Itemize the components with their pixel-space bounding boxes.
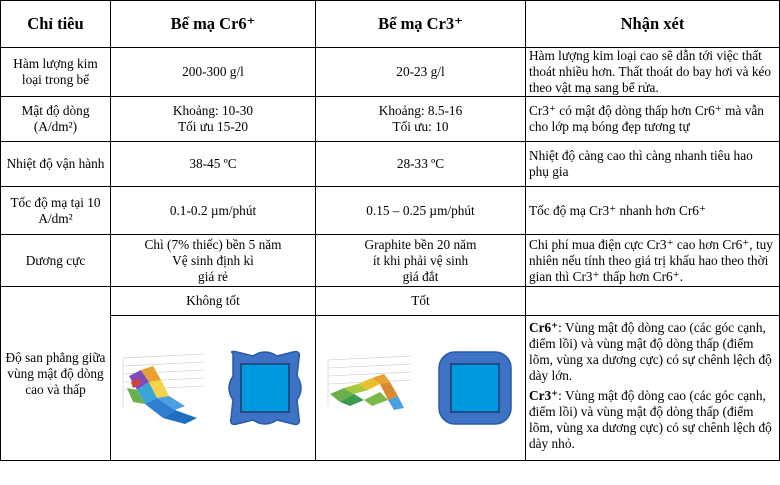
cr6-optimal: Tối ưu 15-20: [178, 119, 248, 134]
row-cr3: 20-23 g/l: [316, 48, 526, 97]
remark-cr3-label: Cr3⁺: [529, 388, 559, 403]
row-criteria: Nhiệt độ vận hành: [1, 142, 111, 187]
remark-cr3-text: : Vùng mật độ dòng cao (các góc cạnh, điểm lồi) và vùng mật độ dòng thấp (điểm lõm, vùng xa dương cực) có sự chênh lệch độ dày nhỏ.: [529, 388, 772, 451]
table-row: [1, 287, 780, 316]
cr6-anode-life: Chì (7% thiếc) bền 5 năm: [144, 236, 282, 252]
cr3-anode-price: giá đắt: [402, 268, 439, 284]
remark-cr6-text: : Vùng mật độ dòng cao (các góc cạnh, điểm lồi) và vùng mật độ dòng thấp (điểm lõm, vùng xa dương cực) có sự chênh lệch độ dày lớn.: [529, 320, 772, 383]
cr3-range: Khoảng: 8.5-16: [378, 103, 463, 118]
table-row: [1, 97, 780, 142]
remark-cr6: [529, 320, 776, 384]
table-row: [1, 235, 780, 287]
cr6-square-part: [223, 346, 307, 430]
row-criteria: Hàm lượng kim loại trong bể: [1, 48, 111, 97]
row-remarks: Hàm lượng kim loại cao sẽ dẫn tới việc thất thoát nhiều hơn. Thất thoát do bay hơi và kéo theo vật mạ sang bể rửa.: [526, 48, 780, 97]
row-remarks: Cr3⁺ có mật độ dòng thấp hơn Cr6⁺ mà vẫn cho lớp mạ bóng đẹp tương tự: [526, 97, 780, 142]
row-cr6: [111, 97, 316, 142]
cr6-anode-cleaning: Vệ sinh định kì: [172, 252, 254, 268]
row-cr3: 0.15 – 0.25 µm/phút: [316, 187, 526, 235]
cr3-anode-life: Graphite bền 20 năm: [364, 236, 477, 252]
cr6-images: [111, 316, 316, 461]
row-criteria: Mật độ dòng (A/dm²): [1, 97, 111, 142]
header-cr3: Bể mạ Cr3⁺: [316, 1, 526, 48]
cr3-images: [316, 316, 526, 461]
row-cr6: 0.1-0.2 µm/phút: [111, 187, 316, 235]
row-remarks: [526, 316, 780, 461]
row-criteria: Dương cực: [1, 235, 111, 287]
cr3-anode-cleaning: ít khi phải vệ sinh: [372, 252, 469, 268]
row-criteria: Tốc độ mạ tại 10 A/dm²: [1, 187, 111, 235]
row-cr6: 38-45 ºC: [111, 142, 316, 187]
header-row: [1, 1, 780, 48]
cr3-surface-plot: [324, 348, 416, 428]
remark-cr3: [529, 388, 776, 452]
table-row: [1, 142, 780, 187]
remark-cr6-label: Cr6⁺: [529, 320, 559, 335]
row-cr6: [111, 235, 316, 287]
cr6-range: Khoảng: 10-30: [172, 103, 254, 118]
row-cr3: Tốt: [316, 287, 526, 316]
cr6-anode-price: giá rẻ: [198, 268, 228, 284]
row-criteria: Độ san phẳng giữa vùng mật độ dòng cao và thấp: [1, 287, 111, 461]
table-row: [1, 316, 780, 461]
row-remarks: Chi phí mua điện cực Cr3⁺ cao hơn Cr6⁺, tuy nhiên nếu tính theo giá trị khấu hao theo thời gian thì Cr3⁺ thấp hơn Cr6⁺.: [526, 235, 780, 287]
cr3-optimal: Tối ưu: 10: [392, 119, 449, 134]
header-cr6: Bể mạ Cr6⁺: [111, 1, 316, 48]
row-remarks: Tốc độ mạ Cr3⁺ nhanh hơn Cr6⁺: [526, 187, 780, 235]
table-row: [1, 48, 780, 97]
row-cr3: [316, 235, 526, 287]
cr6-surface-plot: [119, 348, 207, 428]
row-cr6: 200-300 g/l: [111, 48, 316, 97]
header-remarks: Nhận xét: [526, 1, 780, 48]
row-remarks: Nhiệt độ càng cao thì càng nhanh tiêu hao phụ gia: [526, 142, 780, 187]
row-cr3: [316, 97, 526, 142]
row-cr6: Không tốt: [111, 287, 316, 316]
row-remarks-empty: [526, 287, 780, 316]
cr3-square-part: [433, 346, 517, 430]
row-cr3: 28-33 ºC: [316, 142, 526, 187]
header-criteria: Chỉ tiêu: [1, 1, 111, 48]
table-row: [1, 187, 780, 235]
